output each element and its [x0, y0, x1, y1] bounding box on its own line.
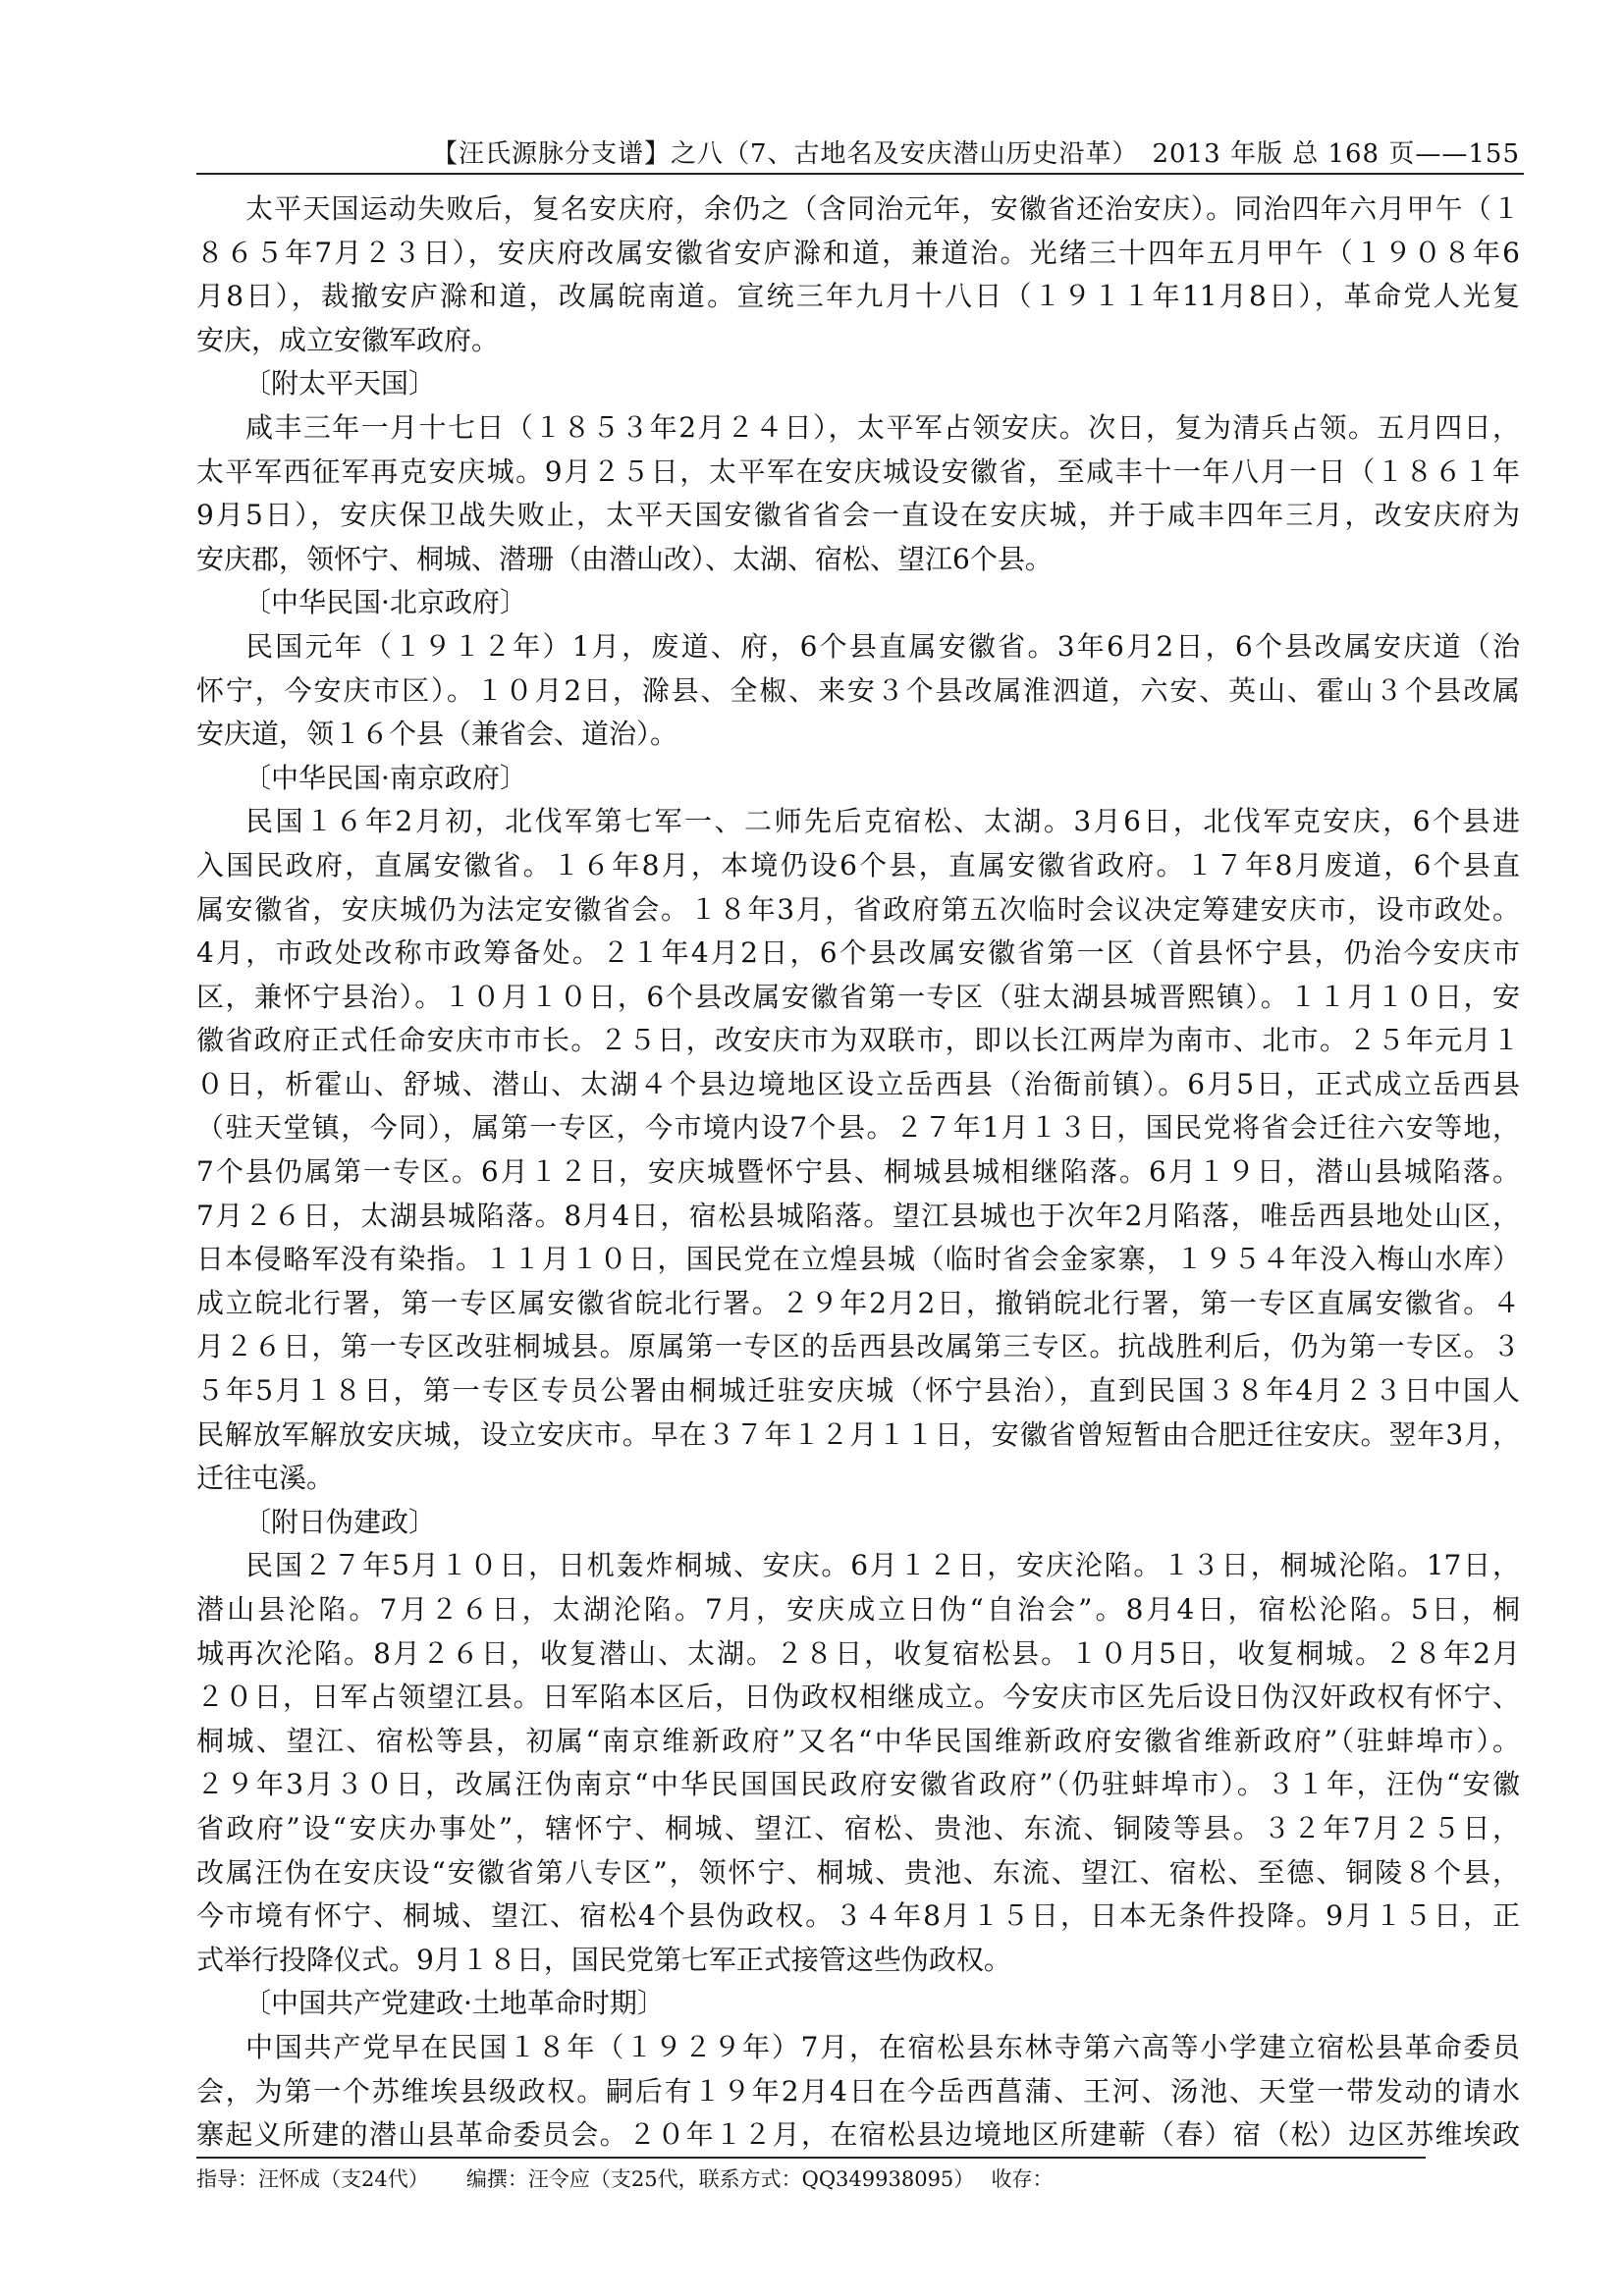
page-header: 【汪氏源脉分支谱】之八（7、古地名及安庆潜山历史沿革） 2013 年版 总 168 页——155 — [431, 139, 1520, 169]
text-line: 7个县仍属第一专区。6月１２日，安庆城暨怀宁县、桐城县城相继陷落。6月１９日，潜山县城陷落。 — [196, 1155, 1520, 1189]
text-line: 寨起义所建的潜山县革命委员会。２０年１２月，在宿松县边境地区所建蕲（春）宿（松）边区苏维埃政 — [196, 2118, 1520, 2152]
text-line: ５年5月１８日，第一专区专员公署由桐城迁驻安庆城（怀宁县治），直到民国３８年4月２３日中国人 — [196, 1374, 1520, 1408]
text-line: 月２６日，第一专区改驻桐城县。原属第一专区的岳西县改属第三专区。抗战胜利后，仍为第一专区。３ — [196, 1330, 1520, 1363]
section-heading: 〔中华民国·北京政府〕 — [244, 586, 527, 619]
text-line: 成立皖北行署，第一专区属安徽省皖北行署。２９年2月2日，撤销皖北行署，第一专区直属安徽省。４ — [196, 1286, 1520, 1319]
text-line: （驻天堂镇，今同），属第一专区，今市境内设7个县。２７年1月１３日，国民党将省会迁往六安等地， — [196, 1111, 1520, 1145]
text-line: 桐城、望江、宿松等县，初属“南京维新政府”又名“中华民国维新政府安徽省维新政府”（驻蚌埠市）。 — [196, 1724, 1520, 1757]
text-line: 入国民政府，直属安徽省。１６年8月，本境仍设6个县，直属安徽省政府。１７年8月废道，6个县直 — [196, 848, 1520, 881]
text-line: 式举行投降仪式。9月１８日，国民党第七军正式接管这些伪政权。 — [196, 1943, 1011, 1976]
text-line: 改属汪伪在安庆设“安徽省第八专区”，领怀宁、桐城、贵池、东流、望江、宿松、至德、铜陵８个县， — [196, 1855, 1520, 1889]
text-line: 属安徽省，安庆城仍为法定安徽省会。１８年3月，省政府第五次临时会议决定筹建安庆市，设市政处。 — [196, 892, 1520, 926]
text-line: 月8日），裁撤安庐滁和道，改属皖南道。宣统三年九月十八日（１９１１年11月8日），革命党人光复 — [196, 280, 1520, 313]
text-line: 安庆郡，领怀宁、桐城、潜珊（由潜山改）、太湖、宿松、望江6个县。 — [196, 542, 1053, 575]
text-line: ２９年3月３０日，改属汪伪南京“中华民国国民政府安徽省政府”（仍驻蚌埠市）。３１年，汪伪“安徽 — [196, 1768, 1520, 1801]
text-line: 怀宁，今安庆市区）。１０月2日，滁县、全椒、来安３个县改属淮泗道，六安、英山、霍山３个县改属 — [196, 673, 1520, 707]
paragraph — [196, 2026, 1520, 2158]
text-line: 区，兼怀宁县治）。１０月１０日，6个县改属安徽省第一专区（驻太湖县城晋熙镇）。１１月１０日，安 — [196, 980, 1520, 1013]
page-footer: 指导：汪怀成（支24代） 编撰：汪令应（支25代，联系方式：QQ349938095） 收存： — [196, 2167, 1054, 2191]
text-line: ２０日，日军占领望江县。日军陷本区后，日伪政权相继成立。今安庆市区先后设日伪汉奸政权有怀宁、 — [196, 1681, 1520, 1714]
text-line: 7月２６日，太湖县城陷落。8月4日，宿松县城陷落。望江县城也于次年2月陷落，唯岳西县地处山区， — [196, 1199, 1520, 1232]
text-line: 迁往屯溪。 — [196, 1462, 335, 1495]
text-line: 民国元年（１９１２年）1月，废道、府，6个县直属安徽省。3年6月2日，6个县改属安庆道（治 — [245, 629, 1520, 663]
header-divider — [196, 173, 1524, 175]
text-line: 安庆，成立安徽军政府。 — [196, 323, 500, 356]
text-line: 9月5日），安庆保卫战失败止，太平天国安徽省省会一直设在安庆城，并于咸丰四年三月，改安庆府为 — [196, 499, 1520, 532]
section-heading: 〔中国共产党建政·土地革命时期〕 — [244, 1987, 665, 2020]
text-line: 太平军西征军再克安庆城。9月２５日，太平军在安庆城设安徽省，至咸丰十一年八月一日（１８６１年 — [196, 454, 1520, 488]
text-line: 城再次沦陷。8月２６日，收复潜山、太湖。２８日，收复宿松县。１０月5日，收复桐城。２８年2月 — [196, 1636, 1520, 1670]
text-line: 今市境有怀宁、桐城、望江、宿松4个县伪政权。３４年8月１５日，日本无条件投降。9月１５日，正 — [196, 1899, 1520, 1933]
text-line: 咸丰三年一月十七日（１８５３年2月２４日），太平军占领安庆。次日，复为清兵占领。五月四日， — [245, 410, 1520, 444]
paragraph — [196, 800, 1520, 1501]
text-line: 4月，市政处改称市政筹备处。２１年4月2日，6个县改属安徽省第一区（首县怀宁县，仍治今安庆市 — [196, 936, 1520, 970]
document-body — [196, 187, 1520, 2158]
text-line: 徽省政府正式任命安庆市市长。２５日，改安庆市为双联市，即以长江两岸为南市、北市。２５年元月１ — [196, 1024, 1520, 1057]
text-line: ０日，析霍山、舒城、潜山、太湖４个县边境地区设立岳西县（治衙前镇）。6月5日，正式成立岳西县 — [196, 1067, 1520, 1100]
text-line: 潜山县沦陷。7月２６日，太湖沦陷。7月，安庆成立日伪“自治会”。8月4日，宿松沦陷。5日，桐 — [196, 1593, 1520, 1626]
section-heading: 〔附日伪建政〕 — [244, 1505, 437, 1538]
text-line: ８６５年7月２３日），安庆府改属安徽省安庐滁和道，兼道治。光绪三十四年五月甲午（１９０８年6 — [196, 236, 1520, 269]
text-line: 民国２７年5月１０日，日机轰炸桐城、安庆。6月１２日，安庆沦陷。１３日，桐城沦陷。17日， — [245, 1549, 1520, 1582]
text-line: 省政府”设“安庆办事处”，辖怀宁、桐城、望江、宿松、贵池、东流、铜陵等县。３２年7月２５日， — [196, 1811, 1520, 1844]
paragraph — [196, 625, 1520, 757]
text-line: 中国共产党早在民国１８年（１９２９年）7月，在宿松县东林寺第六高等小学建立宿松县革命委员 — [245, 2030, 1520, 2063]
text-line: 日本侵略军没有染指。１１月１０日，国民党在立煌县城（临时省会金家寨，１９５４年没入梅山水库） — [196, 1243, 1520, 1276]
paragraph — [196, 1544, 1520, 1982]
text-line: 会，为第一个苏维埃县级政权。嗣后有１９年2月4日在今岳西菖蒲、王河、汤池、天堂一带发动的请水 — [196, 2074, 1520, 2108]
text-line: 安庆道，领１６个县（兼省会、道治）。 — [196, 718, 678, 751]
text-line: 民国１６年2月初，北伐军第七军一、二师先后克宿松、太湖。3月6日，北伐军克安庆，6个县进 — [245, 805, 1520, 838]
section-heading: 〔中华民国·南京政府〕 — [244, 761, 527, 794]
text-line: 民解放军解放安庆城，设立安庆市。早在３７年１２月１１日，安徽省曾短暂由合肥迁往安庆。翌年3月， — [196, 1417, 1520, 1451]
text-line: 太平天国运动失败后，复名安庆府，余仍之（含同治元年，安徽省还治安庆）。同治四年六月甲午（１ — [245, 192, 1520, 225]
section-heading: 〔附太平天国〕 — [244, 367, 437, 400]
paragraph — [196, 406, 1520, 581]
paragraph — [196, 187, 1520, 362]
footer-divider — [196, 2157, 1426, 2159]
